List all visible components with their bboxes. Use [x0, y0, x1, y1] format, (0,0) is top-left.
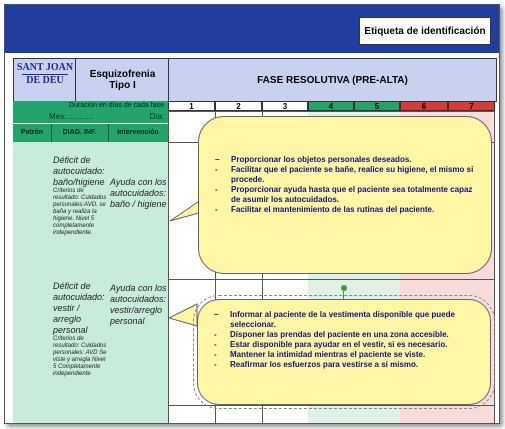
day-5: 5: [354, 101, 400, 111]
day-6: 6: [400, 101, 448, 111]
row1-diagnosis: [53, 155, 107, 237]
bubble1-callout[interactable]: [198, 116, 492, 274]
rotate-handle-stem: [343, 291, 344, 299]
bubble2-list: [214, 310, 476, 370]
row1-intervention: Ayuda con los autocuidados: baño / higiene: [110, 177, 167, 209]
row1-diagnosis-title: Déficit de autocuidado: baño/higiene: [53, 155, 105, 187]
row2-diagnosis-title: Déficit de autocuidado: vestir / arreglo personal: [53, 281, 105, 335]
day-label[interactable]: Día:: [149, 112, 164, 121]
bubble2-item: - Reafirmar los esfuerzos para vestirse a sí mismo.: [214, 360, 419, 369]
row1-criteria: Criterios de resultado: Cuidados personales:AVD. se baña y realiza la higiene. Nivel 5 completamente independiente.: [53, 188, 107, 236]
day-3: 3: [262, 101, 308, 111]
identification-label[interactable]: Etiqueta de identificación: [359, 17, 491, 45]
row2-criteria: Criterios de resultado: Cuidados personales: AVD Se viste y arregla Nivel 5 Completamente independiente: [53, 336, 107, 377]
bubble2-callout[interactable]: [197, 299, 491, 405]
column-headers: [13, 124, 168, 142]
phase-title: FASE RESOLUTIVA (PRE-ALTA): [168, 58, 497, 102]
row2-diagnosis: [53, 281, 107, 378]
logo-cell: [13, 58, 77, 102]
diagnosis-title-line2: Tipo I: [109, 80, 136, 91]
header-intervention: Intervención: [117, 129, 159, 136]
diagnosis-title: [75, 58, 170, 102]
bubble2-item: - Estar disponible para ayudar en el vestir, si es necesario.: [214, 340, 448, 349]
logo-line-1: SANT JOAN: [16, 62, 74, 73]
bubble1-item: - Facilitar que el paciente se bañe, realice su higiene, el mismo si procede.: [215, 165, 474, 184]
bubble1-item: - Proporcionar ayuda hasta que el paciente sea totalmente capaz de asumir los autocuidados.: [215, 185, 473, 204]
month-label[interactable]: Mes:............: [49, 112, 94, 121]
day-7: 7: [448, 101, 495, 111]
patron-column: [13, 142, 52, 423]
bubble2-item: – Informar al paciente de la vestimenta disponible que puede seleccionar.: [214, 310, 455, 329]
day-1: 1: [168, 101, 215, 111]
bubble1-list: [215, 155, 477, 215]
row2-intervention: Ayuda con los autocuidados: vestir/arreglo personal: [110, 283, 167, 326]
care-plan-sheet: [4, 4, 500, 424]
sant-joan-de-deu-logo: [16, 62, 74, 98]
bubble1-item: - Facilitar el mantenimiento de las rutinas del paciente.: [215, 205, 435, 214]
month-day-row: [13, 111, 168, 123]
day-2: 2: [215, 101, 262, 111]
header-diag: DIAG. INF.: [51, 124, 109, 142]
logo-line-2: DE DÉU: [22, 74, 68, 87]
header-patron: Patrón: [13, 124, 52, 142]
bubble2-item: - Mantener la intimidad mientras el paciente se viste.: [214, 350, 426, 359]
bubble1-item: – Proporcionar los objetos personales deseados.: [215, 155, 412, 164]
rotate-handle[interactable]: [341, 285, 347, 291]
day-4: 4: [308, 101, 354, 111]
duration-label: Duración en días de cada fase: [13, 101, 168, 111]
bubble2-item: - Disponer las prendas del paciente en una zona accesible.: [214, 330, 449, 339]
diagnosis-title-line1: Esquizofrenia: [89, 69, 156, 80]
